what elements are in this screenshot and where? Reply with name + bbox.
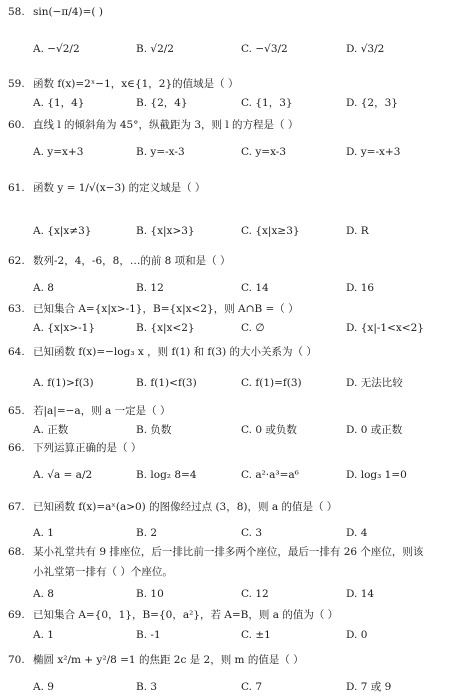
option-a: A. 8 (33, 282, 54, 294)
option-d: D. y=-x+3 (346, 146, 401, 158)
options-70 (33, 678, 463, 696)
question-number: 68. (8, 546, 25, 558)
options-61 (33, 222, 463, 240)
option-b: B. {x|x<2} (136, 322, 195, 334)
option-d: D. √3/2 (346, 43, 385, 55)
question-stem: 直线 l 的倾斜角为 45°，纵截距为 3，则 l 的方程是（ ） (33, 119, 299, 131)
options-58 (33, 40, 463, 58)
option-c: C. 0 或负数 (241, 424, 297, 436)
options-62 (33, 279, 463, 297)
question-61 (8, 182, 205, 195)
question-65 (8, 405, 170, 418)
question-69 (8, 609, 338, 622)
options-64 (33, 374, 463, 392)
question-60 (8, 119, 298, 132)
option-a: A. 9 (33, 681, 54, 693)
option-c: C. −√3/2 (241, 43, 288, 55)
question-number: 65. (8, 405, 25, 417)
question-stem: 若|a|=−a，则 a 一定是（ ） (33, 405, 171, 417)
option-d: D. 14 (346, 588, 375, 600)
question-number: 69. (8, 609, 25, 621)
question-number: 63. (8, 303, 25, 315)
option-d: D. {2，3} (346, 97, 398, 109)
option-d: D. R (346, 225, 369, 237)
option-d: D. 7 或 9 (346, 681, 392, 693)
question-58 (8, 6, 103, 19)
question-number: 58. (8, 6, 25, 18)
options-66 (33, 466, 463, 484)
question-stem: 下列运算正确的是（ ） (33, 442, 142, 454)
option-d: D. {x|-1<x<2} (346, 322, 424, 334)
question-70 (8, 654, 304, 667)
options-65 (33, 421, 463, 439)
question-stem: 函数 f(x)=2ˣ−1，x∈{1，2}的值域是（ ） (33, 78, 239, 90)
option-c: C. {x|x≥3} (241, 225, 300, 237)
question-number: 61. (8, 182, 25, 194)
option-a: A. 8 (33, 588, 54, 600)
options-63 (33, 319, 463, 337)
question-67 (8, 501, 337, 514)
option-b: B. 10 (136, 588, 164, 600)
question-number: 59. (8, 78, 25, 90)
question-66 (8, 442, 141, 455)
option-b: B. √2/2 (136, 43, 174, 55)
question-68 (8, 546, 423, 559)
question-number: 66. (8, 442, 25, 454)
option-d: D. 16 (346, 282, 375, 294)
option-a: A. 1 (33, 527, 54, 539)
option-a: A. {x|x>-1} (33, 322, 96, 334)
option-c: C. a²·a³=a⁶ (241, 469, 299, 481)
options-59 (33, 94, 463, 112)
question-number: 70. (8, 654, 25, 666)
question-stem: 已知集合 A={0，1}，B={0，a²}，若 A=B，则 a 的值为（ ） (33, 609, 339, 621)
option-c: C. f(1)=f(3) (241, 377, 302, 389)
option-c: C. {1，3} (241, 97, 293, 109)
option-b: B. {x|x>3} (136, 225, 195, 237)
question-stem: 函数 y = 1/√(x−3) 的定义域是（ ） (33, 182, 206, 194)
question-63 (8, 303, 299, 316)
option-d: D. 4 (346, 527, 368, 539)
option-d: D. 0 或正数 (346, 424, 403, 436)
option-c: C. 12 (241, 588, 269, 600)
question-stem: sin(−π/4)=( ) (33, 6, 103, 18)
option-b: B. 3 (136, 681, 158, 693)
option-c: C. 14 (241, 282, 269, 294)
option-c: C. y=x-3 (241, 146, 287, 158)
question-59 (8, 78, 239, 91)
option-a: A. f(1)>f(3) (33, 377, 94, 389)
option-b: B. -1 (136, 629, 161, 641)
option-a: A. {x|x≠3} (33, 225, 92, 237)
question-stem: 已知函数 f(x)=−log₃ x ，则 f(1) 和 f(3) 的大小关系为（ ） (33, 346, 317, 358)
question-stem: 已知函数 f(x)=aˣ(a>0) 的图像经过点 (3，8)，则 a 的值是（ ） (33, 501, 338, 513)
question-number: 64. (8, 346, 25, 358)
question-stem-line2: 小礼堂第一排有（ ）个座位。 (33, 566, 173, 578)
options-68 (33, 585, 463, 603)
option-a: A. √a = a/2 (33, 469, 93, 481)
option-b: B. y=-x-3 (136, 146, 185, 158)
option-c: C. ∅ (241, 322, 265, 334)
options-67 (33, 524, 463, 542)
option-d: D. 无法比较 (346, 377, 403, 389)
option-c: C. ±1 (241, 629, 271, 641)
question-stem: 数列-2，4，-6，8，…的前 8 项和是（ ） (33, 255, 231, 267)
question-number: 67. (8, 501, 25, 513)
option-d: D. 0 (346, 629, 368, 641)
option-b: B. 12 (136, 282, 164, 294)
option-a: A. y=x+3 (33, 146, 84, 158)
question-number: 62. (8, 255, 25, 267)
option-a: A. −√2/2 (33, 43, 80, 55)
option-a: A. 正数 (33, 424, 69, 436)
question-68-continued (33, 566, 173, 579)
option-d: D. log₃ 1=0 (346, 469, 407, 481)
question-stem: 已知集合 A={x|x>-1}，B={x|x<2}，则 A∩B =（ ） (33, 303, 299, 315)
option-b: B. {2，4} (136, 97, 188, 109)
option-b: B. f(1)<f(3) (136, 377, 197, 389)
option-a: A. {1，4} (33, 97, 85, 109)
option-b: B. 2 (136, 527, 158, 539)
options-69 (33, 626, 463, 644)
question-62 (8, 255, 231, 268)
option-a: A. 1 (33, 629, 54, 641)
option-b: B. 负数 (136, 424, 172, 436)
question-stem: 椭圆 x²/m + y²/8 =1 的焦距 2c 是 2，则 m 的值是（ ） (33, 654, 304, 666)
question-stem: 某小礼堂共有 9 排座位，后一排比前一排多两个座位，最后一排有 26 个座位，则该 (33, 546, 424, 558)
options-60 (33, 143, 463, 161)
option-b: B. log₂ 8=4 (136, 469, 197, 481)
option-c: C. 7 (241, 681, 263, 693)
question-number: 60. (8, 119, 25, 131)
question-64 (8, 346, 317, 359)
option-c: C. 3 (241, 527, 263, 539)
